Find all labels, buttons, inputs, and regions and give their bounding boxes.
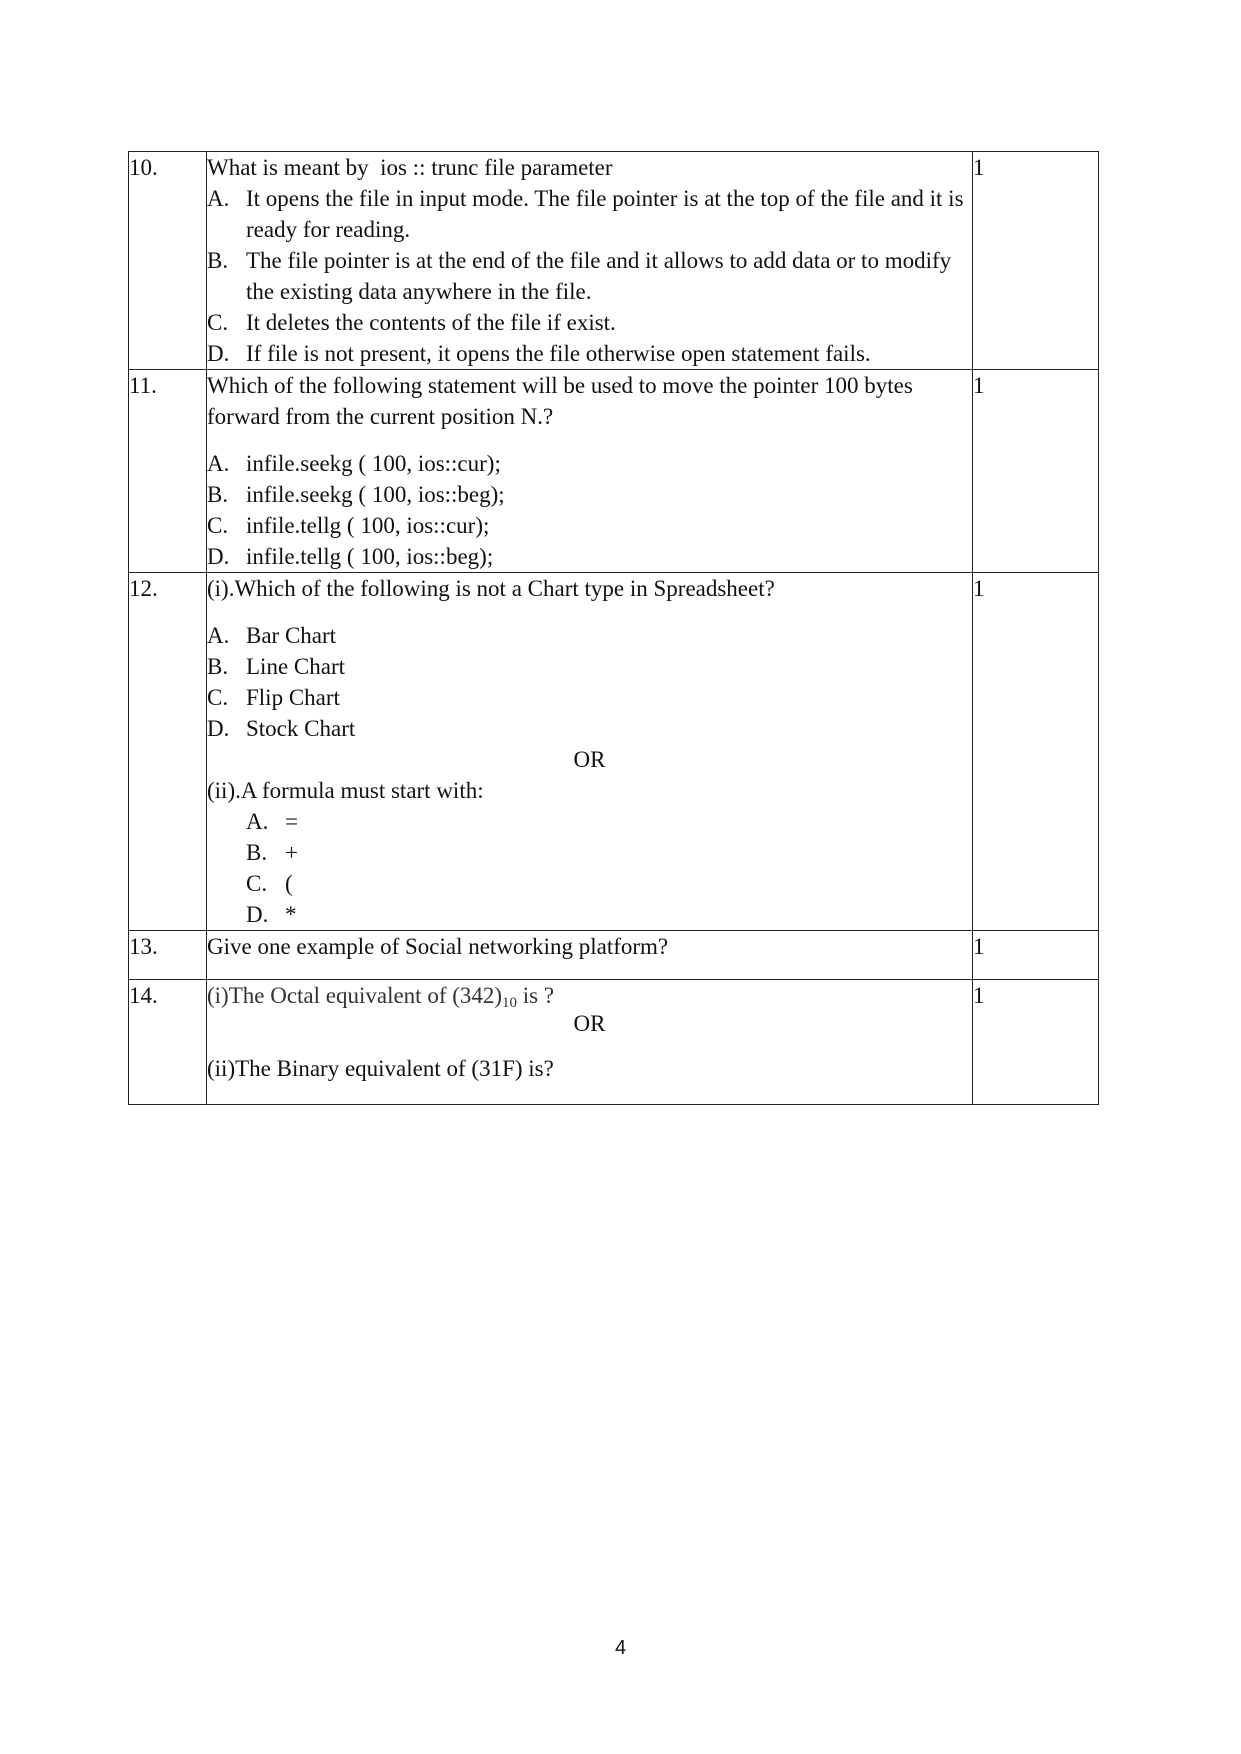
option-text: Line Chart (246, 654, 345, 679)
option-label: A. (207, 623, 230, 648)
question-row-12 (129, 573, 1099, 931)
question-number: 11. (129, 370, 207, 573)
question-row-14 (129, 980, 1099, 1105)
question-cell (207, 931, 973, 980)
option-text: infile.seekg ( 100, ios::beg); (246, 482, 505, 507)
option-b (207, 479, 972, 510)
spacer (207, 604, 972, 620)
option-text: + (285, 840, 298, 865)
question-marks: 1 (973, 980, 1099, 1105)
question-text-prefix: (i)The Octal equivalent of (342) (207, 983, 503, 1008)
option-text: It opens the file in input mode. The file pointer is at the top of the file and it is ready for reading. (246, 186, 964, 242)
question-text-suffix: is ? (517, 983, 555, 1008)
question-number: 13. (129, 931, 207, 980)
spacer (207, 432, 972, 448)
option-label: D. (207, 544, 230, 569)
option-text: If file is not present, it opens the file otherwise open statement fails. (246, 341, 871, 366)
question-text-alt: (ii)The Binary equivalent of (31F) is? (207, 1056, 554, 1081)
option-label: A. (246, 809, 269, 834)
option-d (207, 713, 972, 744)
option-a (207, 448, 972, 479)
option-c (207, 868, 972, 899)
option-text: Stock Chart (246, 716, 356, 741)
option-a (207, 806, 972, 837)
question-text (207, 980, 972, 1011)
question-marks: 1 (973, 152, 1099, 370)
question-cell (207, 370, 973, 573)
option-text: The file pointer is at the end of the file and it allows to add data or to modify the existing data anywhere in the file. (246, 248, 952, 304)
question-text: Which of the following statement will be used to move the pointer 100 bytes forward from the current position N.? (207, 373, 913, 429)
option-text: ( (285, 871, 293, 896)
option-label: D. (207, 716, 230, 741)
option-label: C. (207, 310, 229, 335)
option-label: B. (207, 248, 229, 273)
option-d (207, 899, 972, 930)
question-row-10 (129, 152, 1099, 370)
base-subscript: 10 (502, 995, 518, 1011)
option-text: infile.tellg ( 100, ios::cur); (246, 513, 490, 538)
question-marks: 1 (973, 931, 1099, 980)
question-text: Give one example of Social networking platform? (207, 934, 669, 959)
question-number: 10. (129, 152, 207, 370)
question-cell (207, 152, 973, 370)
option-text: infile.seekg ( 100, ios::cur); (246, 451, 501, 476)
question-cell (207, 980, 973, 1105)
question-text: What is meant by ios :: trunc file parameter (207, 155, 613, 180)
option-text: Flip Chart (246, 685, 340, 710)
question-marks: 1 (973, 573, 1099, 931)
page-number: 4 (614, 1637, 627, 1659)
option-b (207, 245, 972, 307)
question-cell (207, 573, 973, 931)
option-label: A. (207, 186, 230, 211)
option-text: * (285, 902, 297, 927)
option-text: It deletes the contents of the file if exist. (246, 310, 616, 335)
option-label: B. (207, 654, 229, 679)
question-text: (i).Which of the following is not a Chart type in Spreadsheet? (207, 576, 775, 601)
or-separator: OR (573, 747, 606, 772)
question-number: 14. (129, 980, 207, 1105)
option-label: D. (207, 341, 230, 366)
question-number: 12. (129, 573, 207, 931)
option-label: C. (207, 513, 229, 538)
question-table (128, 151, 1099, 1105)
option-d (207, 338, 972, 369)
option-a (207, 183, 972, 245)
option-b (207, 837, 972, 868)
option-label: B. (207, 482, 229, 507)
option-b (207, 651, 972, 682)
or-separator: OR (573, 1011, 606, 1036)
option-text: infile.tellg ( 100, ios::beg); (246, 544, 494, 569)
option-text: = (285, 809, 298, 834)
option-c (207, 682, 972, 713)
option-label: A. (207, 451, 230, 476)
option-label: C. (246, 871, 268, 896)
option-c (207, 307, 972, 338)
question-row-11 (129, 370, 1099, 573)
option-d (207, 541, 972, 572)
option-a (207, 620, 972, 651)
spacer (207, 1037, 972, 1053)
option-text: Bar Chart (246, 623, 337, 648)
question-row-13 (129, 931, 1099, 980)
question-marks: 1 (973, 370, 1099, 573)
option-c (207, 510, 972, 541)
option-label: D. (246, 902, 269, 927)
question-text-alt: (ii).A formula must start with: (207, 778, 484, 803)
option-label: B. (246, 840, 268, 865)
option-label: C. (207, 685, 229, 710)
